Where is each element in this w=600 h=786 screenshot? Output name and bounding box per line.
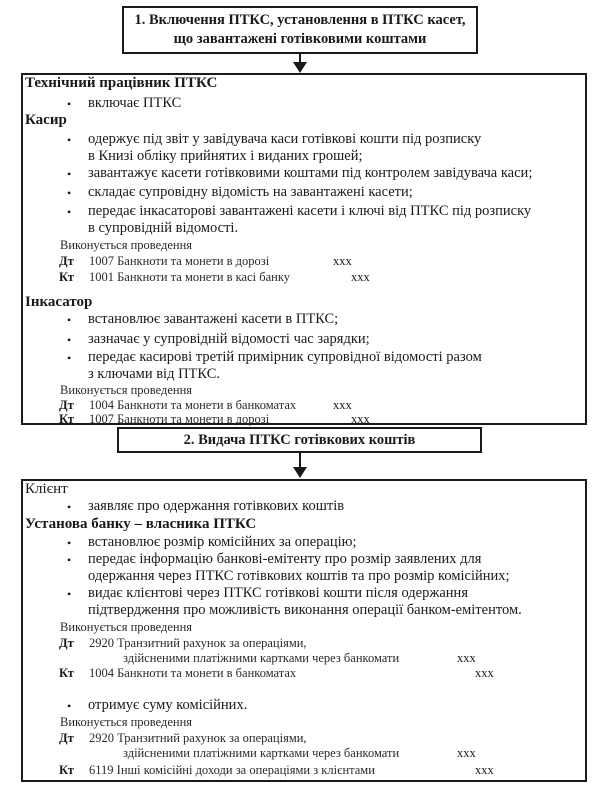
- entry-account: 2920 Транзитний рахунок за операціями,: [89, 731, 307, 745]
- entry-label: Дт: [59, 731, 74, 745]
- entry-account: 1007 Банкноти та монети в дорозі: [89, 412, 270, 426]
- list-item: зазначає у супровідній відомості час зарядки;: [88, 331, 370, 347]
- role-client: Клієнт: [25, 481, 68, 497]
- role-collector: Інкасатор: [25, 294, 93, 310]
- list-item: передає касирові третій примірник супровідної відомості разом: [88, 349, 482, 365]
- bullet-icon: •: [67, 351, 72, 365]
- list-item: передає інформацію банкові-емітенту про розмір заявлених для: [88, 551, 482, 567]
- entry-amount: ххх: [475, 666, 494, 680]
- posting-title: Виконується проведення: [60, 715, 193, 729]
- role-tech-worker: Технічний працівник ПТКС: [25, 75, 218, 91]
- entry-account: 6119 Інші комісійні доходи за операціями з клієнтами: [89, 763, 375, 777]
- list-item-cont: в Книзі обліку прийнятих і виданих грошей;: [88, 148, 363, 164]
- list-item-cont: підтвердження про можливість виконання операції банком-емітентом.: [88, 602, 522, 618]
- role-bank: Установа банку – власника ПТКС: [25, 516, 257, 532]
- arrow-down-icon: [293, 467, 307, 478]
- entry-account: 1004 Банкноти та монети в банкоматах: [89, 666, 297, 680]
- arrow-down-icon: [293, 62, 307, 73]
- entry-label: Дт: [59, 254, 74, 268]
- bullet-icon: •: [67, 205, 72, 219]
- bullet-icon: •: [67, 313, 72, 327]
- entry-account: 1001 Банкноти та монети в касі банку: [89, 270, 290, 284]
- list-item: завантажує касети готівковими коштами під контролем завідувача каси;: [88, 165, 533, 181]
- step-2-title: 2. Видача ПТКС готівкових коштів: [183, 432, 416, 448]
- step-2-box: [117, 427, 482, 453]
- entry-amount: ххх: [333, 398, 352, 412]
- entry-label: Кт: [59, 666, 74, 680]
- entry-amount: ххх: [351, 270, 370, 284]
- entry-label: Кт: [59, 412, 74, 426]
- entry-label: Дт: [59, 398, 74, 412]
- bullet-icon: •: [67, 97, 72, 111]
- list-item: отримує суму комісійних.: [88, 697, 248, 713]
- entry-account: 2920 Транзитний рахунок за операціями,: [89, 636, 307, 650]
- step-1-title-line2: що завантажені готівковими коштами: [173, 31, 427, 47]
- role-cashier: Касир: [25, 112, 67, 128]
- entry-amount: ххх: [351, 412, 370, 426]
- list-item: встановлює розмір комісійних за операцію;: [88, 534, 357, 550]
- posting-title: Виконується проведення: [60, 383, 193, 397]
- list-item: одержує під звіт у завідувача каси готівкові кошти під розписку: [88, 131, 482, 147]
- entry-label: Кт: [59, 270, 74, 284]
- bullet-icon: •: [67, 553, 72, 567]
- posting-title: Виконується проведення: [60, 238, 193, 252]
- bullet-icon: •: [67, 699, 72, 713]
- list-item: складає супровідну відомість на завантажені касети;: [88, 184, 413, 200]
- bullet-icon: •: [67, 133, 72, 147]
- bullet-icon: •: [67, 500, 72, 514]
- list-item-cont: в супровідній відомості.: [88, 220, 239, 236]
- entry-amount: ххх: [457, 746, 476, 760]
- entry-amount: ххх: [457, 651, 476, 665]
- bullet-icon: •: [67, 536, 72, 550]
- entry-account-cont: здійсненими платіжними картками через банкомати: [123, 651, 400, 665]
- entry-account: 1007 Банкноти та монети в дорозі: [89, 254, 270, 268]
- entry-account-cont: здійсненими платіжними картками через банкомати: [123, 746, 400, 760]
- entry-amount: ххх: [475, 763, 494, 777]
- list-item: встановлює завантажені касети в ПТКС;: [88, 311, 339, 327]
- entry-label: Дт: [59, 636, 74, 650]
- step-1-title-line1: 1. Включення ПТКС, установлення в ПТКС касет,: [134, 12, 466, 28]
- entry-account: 1004 Банкноти та монети в банкоматах: [89, 398, 297, 412]
- step-1-box: [122, 6, 478, 54]
- list-item-cont: одержання через ПТКС готівкових коштів та про розмір комісійних;: [88, 568, 510, 584]
- list-item: заявляє про одержання готівкових коштів: [88, 498, 345, 514]
- bullet-icon: •: [67, 333, 72, 347]
- entry-label: Кт: [59, 763, 74, 777]
- bullet-icon: •: [67, 587, 72, 601]
- list-item: передає інкасаторові завантажені касети і ключі від ПТКС під розписку: [88, 203, 532, 219]
- list-item: включає ПТКС: [88, 95, 182, 111]
- bullet-icon: •: [67, 186, 72, 200]
- posting-title: Виконується проведення: [60, 620, 193, 634]
- entry-amount: ххх: [333, 254, 352, 268]
- bullet-icon: •: [67, 167, 72, 181]
- list-item: видає клієнтові через ПТКС готівкові кошти після одержання: [88, 585, 468, 601]
- list-item-cont: з ключами від ПТКС.: [88, 366, 221, 382]
